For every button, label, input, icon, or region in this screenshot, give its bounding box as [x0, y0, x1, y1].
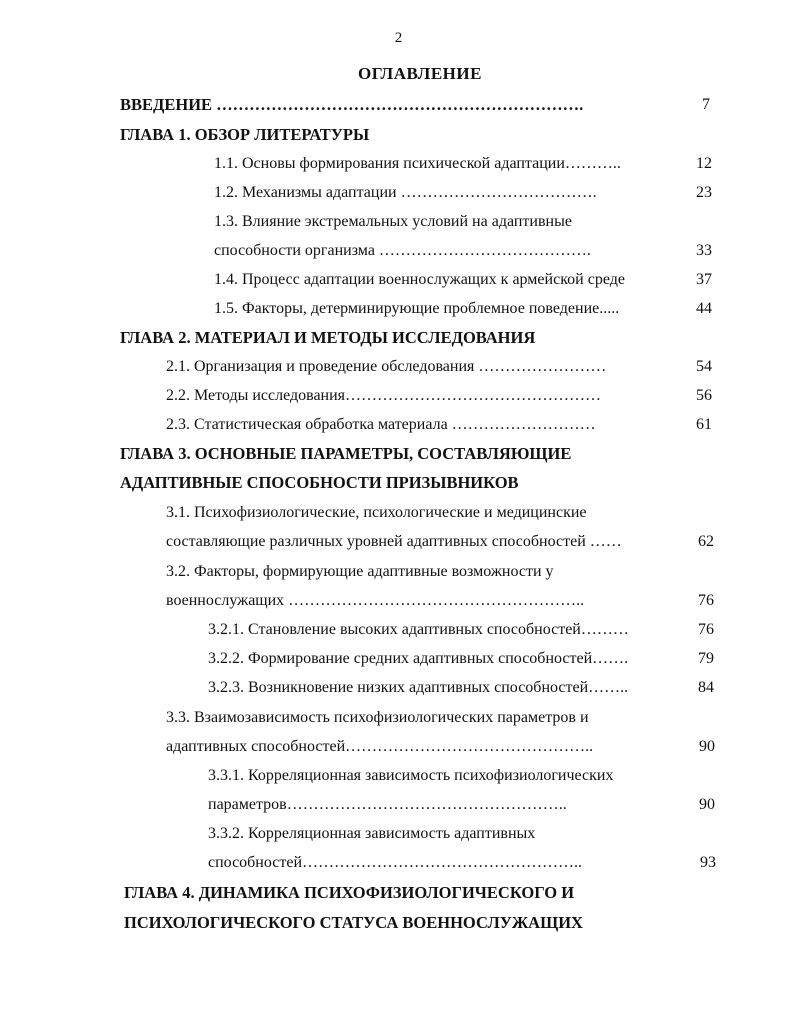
toc-page-number: 76	[698, 592, 714, 609]
toc-entry: 2.1. Организация и проведение обследования ……………………	[166, 358, 607, 375]
toc-entry: 3.2.1. Становление высоких адаптивных способностей………	[208, 621, 629, 638]
toc-chapter-heading: АДАПТИВНЫЕ СПОСОБНОСТИ ПРИЗЫВНИКОВ	[120, 473, 519, 492]
toc-entry-introduction: ВВЕДЕНИЕ ………………………………………………………….	[120, 95, 584, 114]
toc-title: ОГЛАВЛЕНИЕ	[358, 64, 482, 83]
toc-page-number: 44	[696, 300, 712, 317]
toc-entry: 1.2. Механизмы адаптации ……………………………….	[214, 184, 597, 201]
toc-page-number: 54	[696, 358, 712, 375]
toc-entry: 3.3.1. Корреляционная зависимость психофизиологических	[208, 767, 614, 784]
toc-page-number: 61	[696, 416, 712, 433]
toc-entry: 3.3.2. Корреляционная зависимость адаптивных	[208, 825, 536, 842]
toc-entry: военнослужащих ………………………………………………..	[166, 592, 585, 609]
toc-entry: способности организма ………………………………….	[214, 242, 591, 259]
toc-entry: 3.2.2. Формирование средних адаптивных способностей…….	[208, 650, 629, 667]
toc-chapter-heading: ГЛАВА 3. ОСНОВНЫЕ ПАРАМЕТРЫ, СОСТАВЛЯЮЩИЕ	[120, 444, 572, 463]
toc-page-number: 56	[696, 387, 712, 404]
toc-entry: 1.3. Влияние экстремальных условий на адаптивные	[214, 213, 572, 230]
toc-entry: 1.5. Факторы, детерминирующие проблемное поведение.....	[214, 300, 620, 317]
page-number: 2	[394, 30, 403, 46]
toc-page-number: 12	[696, 155, 712, 172]
toc-entry: 1.1. Основы формирования психической адаптации………..	[214, 155, 621, 172]
toc-entry: параметров……………………………………………..	[208, 796, 567, 813]
toc-entry: адаптивных способностей………………………………………..	[166, 738, 594, 755]
toc-entry: 3.1. Психофизиологические, психологические и медицинские	[166, 504, 587, 521]
toc-page-number: 37	[696, 271, 712, 288]
toc-page-number: 90	[699, 738, 715, 755]
toc-entry: 3.2. Факторы, формирующие адаптивные возможности у	[166, 563, 554, 580]
toc-entry: составляющие различных уровней адаптивных способностей ……	[166, 533, 622, 550]
toc-entry: способностей……………………………………………..	[208, 854, 583, 871]
toc-chapter-heading: ГЛАВА 4. ДИНАМИКА ПСИХОФИЗИОЛОГИЧЕСКОГО И	[124, 883, 575, 902]
toc-page-number: 7	[702, 96, 710, 113]
toc-page-number: 33	[696, 242, 712, 259]
toc-chapter-heading: ГЛАВА 1. ОБЗОР ЛИТЕРАТУРЫ	[120, 125, 370, 144]
toc-page-number: 90	[699, 796, 715, 813]
toc-page-number: 79	[698, 650, 714, 667]
toc-chapter-heading: ГЛАВА 2. МАТЕРИАЛ И МЕТОДЫ ИССЛЕДОВАНИЯ	[120, 328, 536, 347]
toc-chapter-heading: ПСИХОЛОГИЧЕСКОГО СТАТУСА ВОЕННОСЛУЖАЩИХ	[124, 913, 583, 932]
toc-entry: 3.3. Взаимозависимость психофизиологических параметров и	[166, 709, 589, 726]
toc-entry: 2.2. Методы исследования…………………………………………	[166, 387, 602, 404]
toc-entry: 3.2.3. Возникновение низких адаптивных способностей……..	[208, 679, 629, 696]
toc-page-number: 76	[698, 621, 714, 638]
toc-entry: 1.4. Процесс адаптации военнослужащих к армейской среде	[214, 271, 625, 288]
toc-page-number: 84	[698, 679, 714, 696]
toc-page-number: 62	[698, 533, 714, 550]
toc-entry: 2.3. Статистическая обработка материала ………………………	[166, 416, 596, 433]
toc-page-number: 23	[696, 184, 712, 201]
toc-page-number: 93	[700, 854, 716, 871]
